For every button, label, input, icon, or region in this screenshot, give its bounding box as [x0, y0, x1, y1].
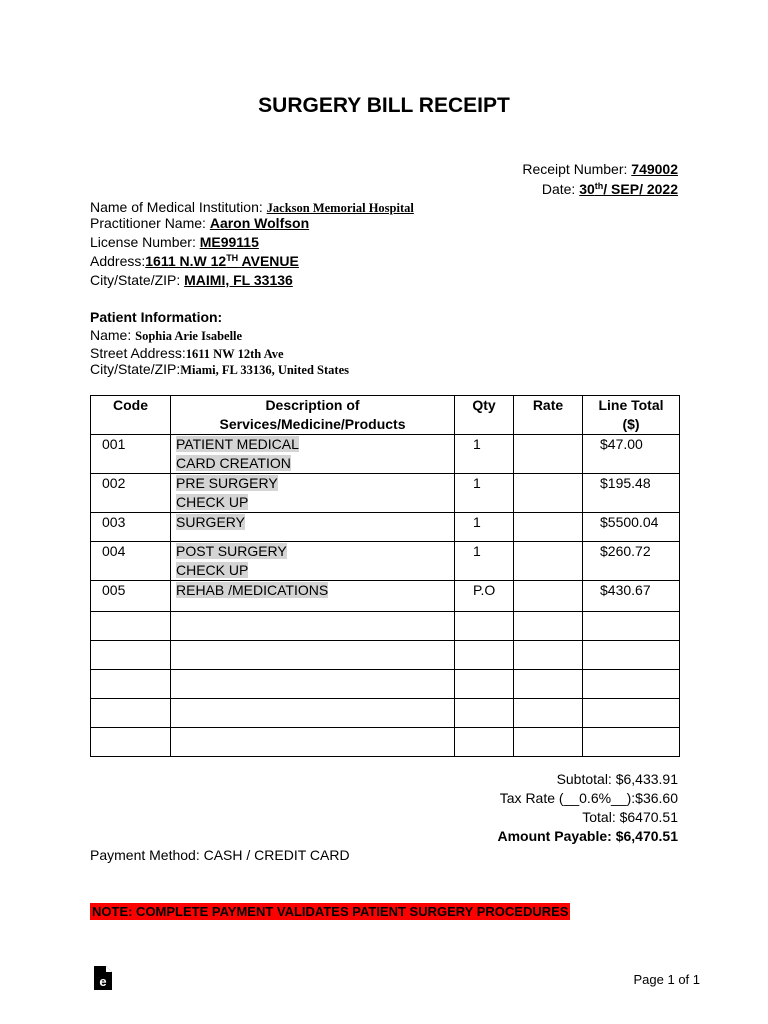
address-label: Address: [90, 253, 146, 269]
cell-rate [514, 435, 583, 474]
address-line [90, 253, 299, 269]
cell-rate [514, 474, 583, 513]
table-row-empty [91, 641, 680, 670]
table-row-empty [91, 612, 680, 641]
document-title: SURGERY BILL RECEIPT [258, 94, 510, 117]
patient-name-line [90, 327, 242, 344]
address-sup: TH [226, 253, 239, 263]
city-value: MAIMI, FL 33136 [184, 272, 293, 288]
header-qty: Qty [455, 396, 514, 435]
header-rate: Rate [514, 396, 583, 435]
cell-qty: 1 [455, 474, 514, 513]
tax-rate: Tax Rate (__0.6%__):$36.60 [499, 790, 678, 806]
cell-rate [514, 581, 583, 612]
header-description: Description of Services/Medicine/Products [171, 396, 455, 435]
table-row [91, 435, 680, 474]
receipt-date-day: 30 [579, 181, 595, 197]
cell-line-total: $260.72 [583, 542, 680, 581]
table-row [91, 542, 680, 581]
patient-street-label: Street Address: [90, 345, 186, 361]
total: Total: $6470.51 [582, 809, 678, 825]
receipt-date [542, 181, 678, 197]
cell-code: 001 [91, 435, 171, 474]
cell-qty: P.O [455, 581, 514, 612]
cell-rate [514, 513, 583, 542]
table-row-empty [91, 728, 680, 757]
cell-code: 002 [91, 474, 171, 513]
practitioner-value: Aaron Wolfson [209, 215, 310, 231]
svg-text:e: e [99, 974, 107, 989]
header-line-total: Line Total ($) [583, 396, 680, 435]
patient-name-label: Name: [90, 327, 136, 343]
institution-value: Jackson Memorial Hospital [266, 201, 414, 215]
amount-payable: Amount Payable: $6,470.51 [497, 828, 678, 844]
table-row [91, 474, 680, 513]
license-line [90, 234, 259, 250]
practitioner-line [90, 215, 309, 231]
patient-city-line [90, 361, 349, 378]
institution-label: Name of Medical Institution: [90, 199, 267, 215]
patient-street-line [90, 345, 284, 362]
receipt-number [522, 161, 678, 177]
table-row-empty [91, 670, 680, 699]
city-line [90, 272, 293, 288]
items-table [90, 395, 680, 757]
cell-code: 003 [91, 513, 171, 542]
receipt-date-rest: / SEP/ 2022 [603, 181, 678, 197]
patient-street-value: 1611 NW 12th Ave [185, 347, 284, 361]
patient-city-value: Miami, FL 33136, United States [180, 363, 349, 377]
cell-qty: 1 [455, 542, 514, 581]
cell-line-total: $430.67 [583, 581, 680, 612]
receipt-number-label: Receipt Number: [522, 161, 632, 177]
page-number: Page 1 of 1 [633, 972, 700, 987]
practitioner-label: Practitioner Name: [90, 215, 210, 231]
cell-qty: 1 [455, 513, 514, 542]
cell-description: SURGERY [171, 513, 455, 542]
patient-city-label: City/State/ZIP: [90, 361, 181, 377]
table-row [91, 581, 680, 612]
address-value-b: AVENUE [238, 253, 299, 269]
receipt-number-value: 749002 [631, 161, 678, 177]
table-row-empty [91, 699, 680, 728]
cell-code: 004 [91, 542, 171, 581]
cell-qty: 1 [455, 435, 514, 474]
license-value: ME99115 [199, 234, 259, 250]
header-code: Code [91, 396, 171, 435]
payment-method: Payment Method: CASH / CREDIT CARD [90, 847, 350, 863]
cell-line-total: $47.00 [583, 435, 680, 474]
cell-description: PATIENT MEDICAL CARD CREATION [171, 435, 455, 474]
cell-description: REHAB /MEDICATIONS [171, 581, 455, 612]
license-label: License Number: [90, 234, 200, 250]
city-label: City/State/ZIP: [90, 272, 185, 288]
cell-description: POST SURGERY CHECK UP [171, 542, 455, 581]
cell-line-total: $195.48 [583, 474, 680, 513]
cell-code: 005 [91, 581, 171, 612]
patient-name-value: Sophia Arie Isabelle [135, 329, 243, 343]
institution-line [90, 199, 414, 216]
receipt-date-suffix: th [594, 181, 604, 191]
receipt-date-label: Date: [541, 181, 580, 197]
address-value-a: 1611 N.W 12 [145, 253, 227, 269]
table-header-row [91, 396, 680, 435]
cell-description: PRE SURGERY CHECK UP [171, 474, 455, 513]
eforms-logo-icon [93, 965, 113, 991]
cell-line-total: $5500.04 [583, 513, 680, 542]
cell-rate [514, 542, 583, 581]
patient-heading: Patient Information: [90, 309, 223, 325]
payment-note: NOTE: COMPLETE PAYMENT VALIDATES PATIENT SURGERY PROCEDURES [92, 904, 569, 919]
table-row [91, 513, 680, 542]
subtotal: Subtotal: $6,433.91 [556, 771, 678, 787]
